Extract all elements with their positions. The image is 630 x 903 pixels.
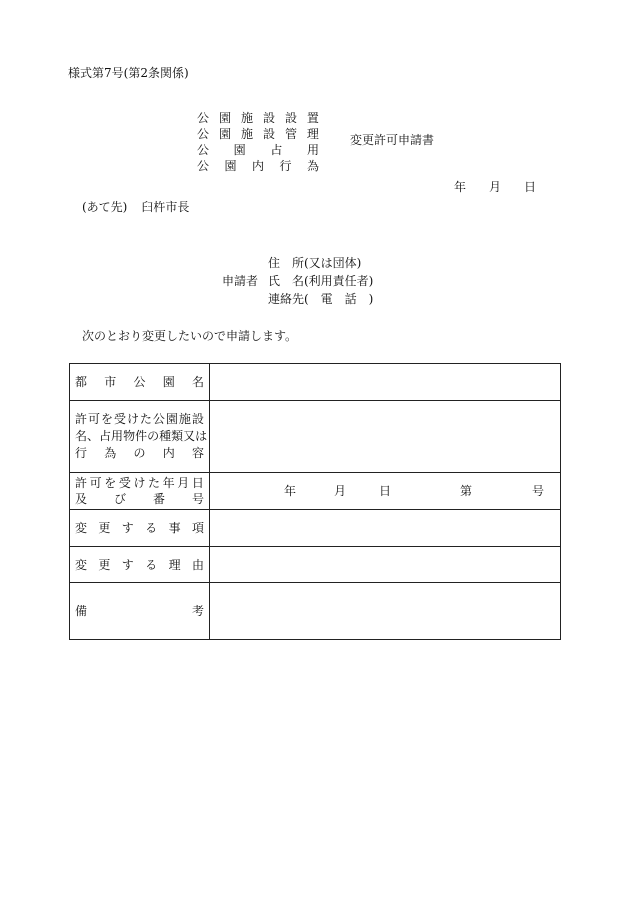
label-char: 公 <box>197 159 210 173</box>
label-park-name <box>70 364 210 401</box>
label-char: 園 <box>165 412 178 426</box>
title-line-activity <box>197 158 319 174</box>
title-line-facility-install <box>197 110 319 126</box>
label-char: け <box>126 412 139 426</box>
change-application-table <box>69 363 561 640</box>
label-char: は <box>195 429 208 443</box>
label-char: 設 <box>262 111 275 125</box>
label-char: 受 <box>118 476 131 490</box>
label-change-item <box>70 510 210 547</box>
label-char: 設 <box>262 127 275 141</box>
label-char: の <box>147 429 160 443</box>
label-char: 種 <box>159 429 172 443</box>
label-char: 更 <box>98 521 111 535</box>
label-char: 理 <box>168 557 181 572</box>
label-char: 変 <box>75 557 88 572</box>
label-char: 理 <box>306 127 319 141</box>
addressee-name: 臼杵市長 <box>141 200 190 214</box>
label-char: 市 <box>104 375 117 389</box>
field-permitted-item[interactable] <box>210 401 561 473</box>
label-char: 置 <box>306 111 319 125</box>
permit-day-label: 日 <box>379 484 392 498</box>
label-char: 公 <box>197 143 210 157</box>
label-char: 為 <box>104 446 117 460</box>
permit-number-suffix: 号 <box>532 484 545 498</box>
intro-text: 次のとおり変更したいので申請します。 <box>82 329 298 343</box>
label-char: 番 <box>152 492 165 506</box>
permit-month-label: 月 <box>334 484 347 498</box>
row-change-item <box>70 510 561 547</box>
label-char: 類 <box>171 429 184 443</box>
label-char: 園 <box>233 143 246 157</box>
label-char: 行 <box>279 159 292 173</box>
label-char: 施 <box>240 111 253 125</box>
row-park-name <box>70 364 561 401</box>
label-char: 都 <box>75 375 88 389</box>
label-char: 名 <box>191 375 204 389</box>
title-line-occupancy <box>197 142 319 158</box>
label-char: 件 <box>135 429 148 443</box>
label-char: 公 <box>133 375 146 389</box>
label-char: を <box>100 412 113 426</box>
label-char: 可 <box>87 412 100 426</box>
label-permitted-item <box>70 401 210 473</box>
permit-year-label: 年 <box>284 484 297 498</box>
day-label: 日 <box>523 180 536 194</box>
application-date <box>454 181 536 193</box>
label-char: 用 <box>111 429 124 443</box>
label-char: 又 <box>183 429 196 443</box>
label-permit-date-number <box>70 473 210 510</box>
label-char: 可 <box>89 476 102 490</box>
label-char: 管 <box>284 127 297 141</box>
label-char: 許 <box>75 412 88 426</box>
field-remarks[interactable] <box>210 583 561 640</box>
label-char: る <box>145 557 158 572</box>
label-char: 由 <box>191 557 204 572</box>
label-char: 号 <box>191 492 204 506</box>
label-char: 容 <box>191 446 204 460</box>
label-char: 許 <box>75 476 88 490</box>
label-char: け <box>133 476 146 490</box>
label-char: 日 <box>191 476 204 490</box>
applicant-contact: 連絡先( 電 話 ) <box>268 292 374 306</box>
row-permit-date-number <box>70 473 561 510</box>
applicant-name: 氏 名(利用責任者) <box>268 274 374 288</box>
label-char: 変 <box>75 521 88 535</box>
form-number: 様式第7号(第2条関係) <box>68 66 189 80</box>
label-char: 設 <box>284 111 297 125</box>
label-char: 施 <box>240 127 253 141</box>
label-char: 設 <box>191 412 204 426</box>
year-label: 年 <box>454 180 467 194</box>
label-char: 名 <box>75 429 88 443</box>
row-remarks <box>70 583 561 640</box>
label-char: の <box>133 446 146 460</box>
label-char: た <box>148 476 161 490</box>
label-char: 備 <box>75 604 88 618</box>
label-char: 更 <box>98 557 111 572</box>
field-permit-date-number[interactable] <box>210 473 561 510</box>
field-park-name[interactable] <box>210 364 561 401</box>
label-change-reason <box>70 547 210 583</box>
label-char: 園 <box>224 159 237 173</box>
field-change-reason[interactable] <box>210 547 561 583</box>
permit-number-prefix: 第 <box>460 484 473 498</box>
label-char: 公 <box>197 127 210 141</box>
label-char: 項 <box>191 521 204 535</box>
field-change-item[interactable] <box>210 510 561 547</box>
month-label: 月 <box>488 180 501 194</box>
label-char: 為 <box>306 159 319 173</box>
label-char: を <box>104 476 117 490</box>
label-remarks <box>70 583 210 640</box>
label-char: 公 <box>197 111 210 125</box>
label-char: 施 <box>178 412 191 426</box>
document-title: 変更許可申請書 <box>350 133 435 147</box>
label-char: 考 <box>191 604 204 618</box>
addressee <box>82 201 189 213</box>
addressee-prefix: (あて先) <box>82 200 128 214</box>
applicant-label: 申請者 <box>222 274 259 288</box>
label-char: 占 <box>270 143 283 157</box>
label-char: 園 <box>162 375 175 389</box>
label-char: 内 <box>162 446 175 460</box>
label-char: る <box>145 521 158 535</box>
title-line-facility-manage <box>197 126 319 142</box>
label-char: 占 <box>99 429 112 443</box>
label-char: た <box>139 412 152 426</box>
label-char: 園 <box>218 127 231 141</box>
label-char: す <box>121 521 134 535</box>
label-char: 月 <box>177 476 190 490</box>
row-permitted-item <box>70 401 561 473</box>
label-char: 公 <box>152 412 165 426</box>
label-char: 及 <box>75 492 88 506</box>
row-change-reason <box>70 547 561 583</box>
label-char: 物 <box>123 429 136 443</box>
label-char: 事 <box>168 521 181 535</box>
label-char: 内 <box>251 159 264 173</box>
applicant-address: 住 所(又は団体) <box>268 256 362 270</box>
label-char: び <box>113 492 126 506</box>
label-char: す <box>121 557 134 572</box>
label-char: 行 <box>75 446 88 460</box>
label-char: 園 <box>218 111 231 125</box>
label-char: 受 <box>113 412 126 426</box>
label-char: 用 <box>306 143 319 157</box>
label-char: 年 <box>162 476 175 490</box>
label-char: 、 <box>87 429 100 443</box>
